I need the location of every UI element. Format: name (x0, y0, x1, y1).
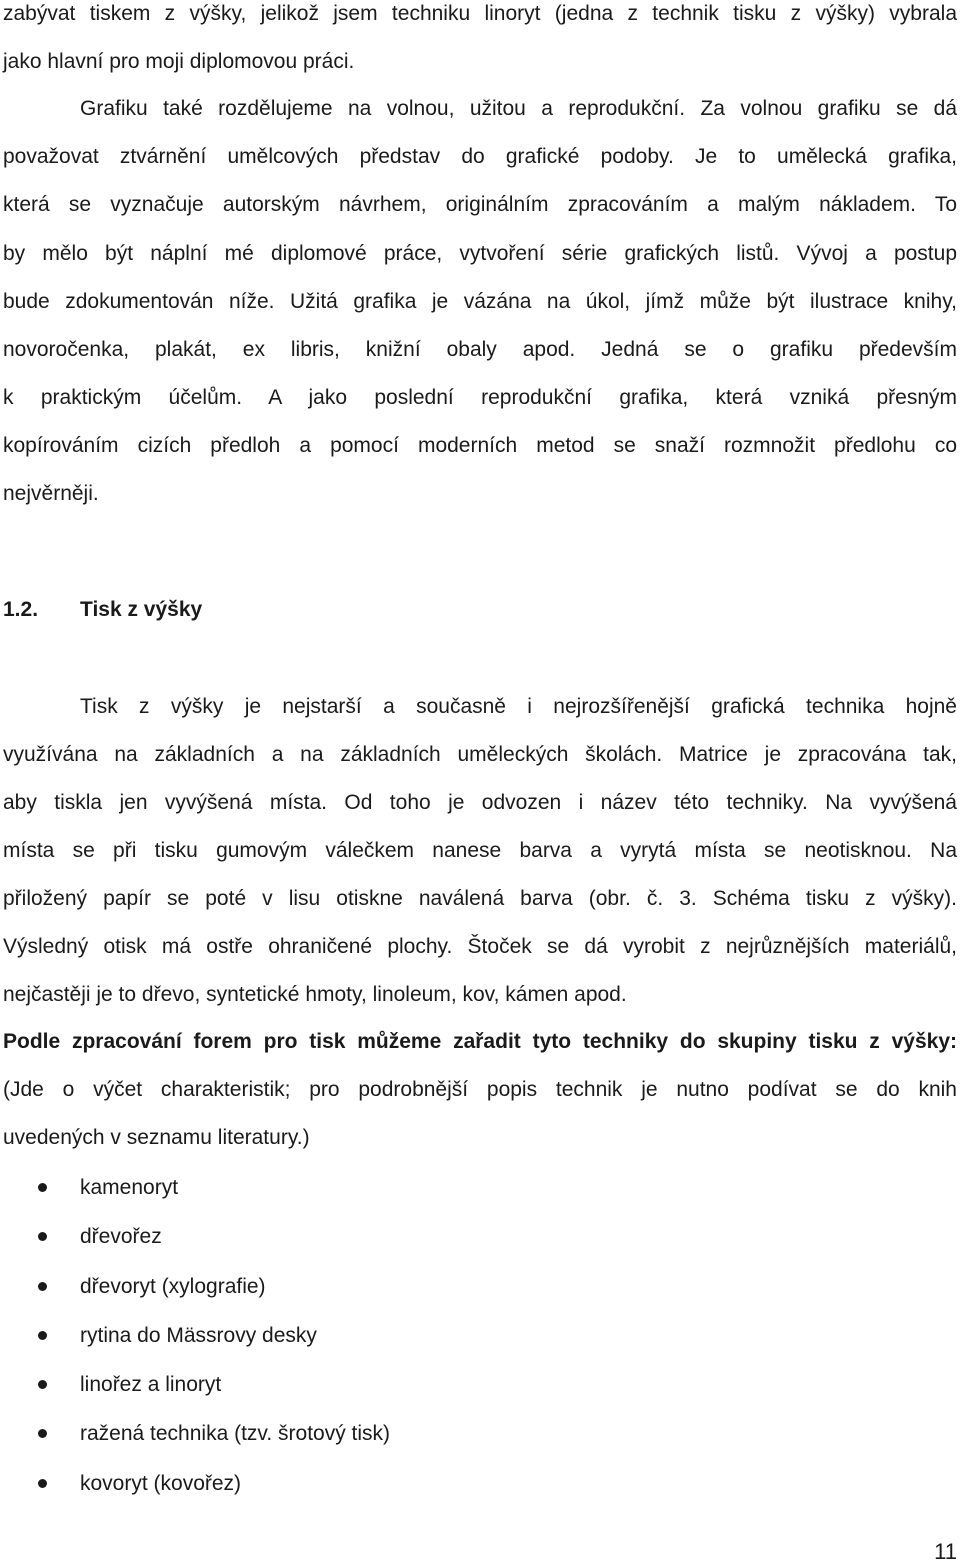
bullet-icon (38, 1232, 47, 1241)
section-heading (3, 588, 202, 632)
text-line: jako hlavní pro moji diplomovou práci. (3, 50, 355, 73)
text-line: uvedených v seznamu literatury.) (3, 1126, 310, 1149)
bullet-icon (38, 1282, 47, 1291)
text-line: Výsledný otisk má ostře ohraničené plochy. Štoček se dá vyrobit z nejrůznějších materiálů, (3, 935, 957, 958)
list-item (0, 1409, 960, 1458)
text-line: Grafiku také rozdělujeme na volnou, užitou a reprodukční. Za volnou grafiku se dá (80, 97, 957, 120)
list-item (0, 1163, 960, 1212)
text-line: využívána na základních a na základních uměleckých školách. Matrice je zpracována tak, (3, 743, 957, 766)
bullet-icon (38, 1380, 47, 1389)
techniques-list (0, 1163, 960, 1508)
text-line: Tisk z výšky je nejstarší a současně i nejrozšířenější grafická technika hojně (80, 695, 957, 718)
text-line: místa se při tisku gumovým válečkem nanese barva a vyrytá místa se neotisknou. Na (3, 839, 957, 862)
bullet-icon (38, 1479, 47, 1488)
list-item-label: linořez a linoryt (80, 1373, 222, 1397)
bullet-icon (38, 1429, 47, 1438)
page-number: 11 (934, 1539, 957, 1564)
text-line: bude zdokumentován níže. Užitá grafika je vázána na úkol, jímž může být ilustrace knihy, (3, 290, 957, 313)
list-item (0, 1459, 960, 1508)
list-item-label: kovoryt (kovořez) (80, 1471, 242, 1495)
bullet-icon (38, 1183, 47, 1192)
text-line: kopírováním cizích předloh a pomocí moderních metod se snaží rozmnožit předlohu co (3, 434, 957, 457)
text-line: nejčastěji je to dřevo, syntetické hmoty, linoleum, kov, kámen apod. (3, 983, 627, 1006)
text-line: která se vyznačuje autorským návrhem, originálním zpracováním a malým nákladem. To (3, 193, 957, 216)
text-line: aby tiskla jen vyvýšená místa. Od toho je odvozen i název této techniky. Na vyvýšená (3, 791, 957, 814)
bullet-icon (38, 1331, 47, 1340)
list-item-label: ražená technika (tzv. šrotový tisk) (80, 1422, 391, 1446)
list-item-label: dřevořez (80, 1225, 162, 1249)
list-item-label: rytina do Mässrovy desky (80, 1323, 317, 1347)
list-item (0, 1262, 960, 1311)
list-item-label: kamenoryt (80, 1176, 179, 1199)
section-number: 1.2. (3, 598, 39, 621)
text-line: nejvěrněji. (3, 482, 99, 505)
text-line: přiložený papír se poté v lisu otiskne naválená barva (obr. č. 3. Schéma tisku z výšky). (3, 887, 957, 910)
list-item (0, 1311, 960, 1360)
list-item (0, 1212, 960, 1261)
section-title: Tisk z výšky (80, 598, 203, 621)
text-line: by mělo být náplní mé diplomové práce, vytvoření série grafických listů. Vývoj a postup (3, 242, 957, 265)
text-line: zabývat tiskem z výšky, jelikož jsem techniku linoryt (jedna z technik tisku z výšky) vybrala (3, 2, 957, 25)
list-item (0, 1360, 960, 1409)
list-item-label: dřevoryt (xylografie) (80, 1274, 266, 1298)
text-line: (Jde o výčet charakteristik; pro podrobnější popis technik je nutno podívat se do knih (3, 1078, 957, 1101)
text-line: k praktickým účelům. A jako poslední reprodukční grafika, která vzniká přesným (3, 386, 957, 409)
text-line: považovat ztvárnění umělcových představ do grafické podoby. Je to umělecká grafika, (3, 145, 957, 168)
bold-statement: Podle zpracování forem pro tisk můžeme zařadit tyto techniky do skupiny tisku z výšky: (3, 1030, 957, 1053)
text-line: novoročenka, plakát, ex libris, knižní obaly apod. Jedná se o grafiku především (3, 338, 957, 361)
